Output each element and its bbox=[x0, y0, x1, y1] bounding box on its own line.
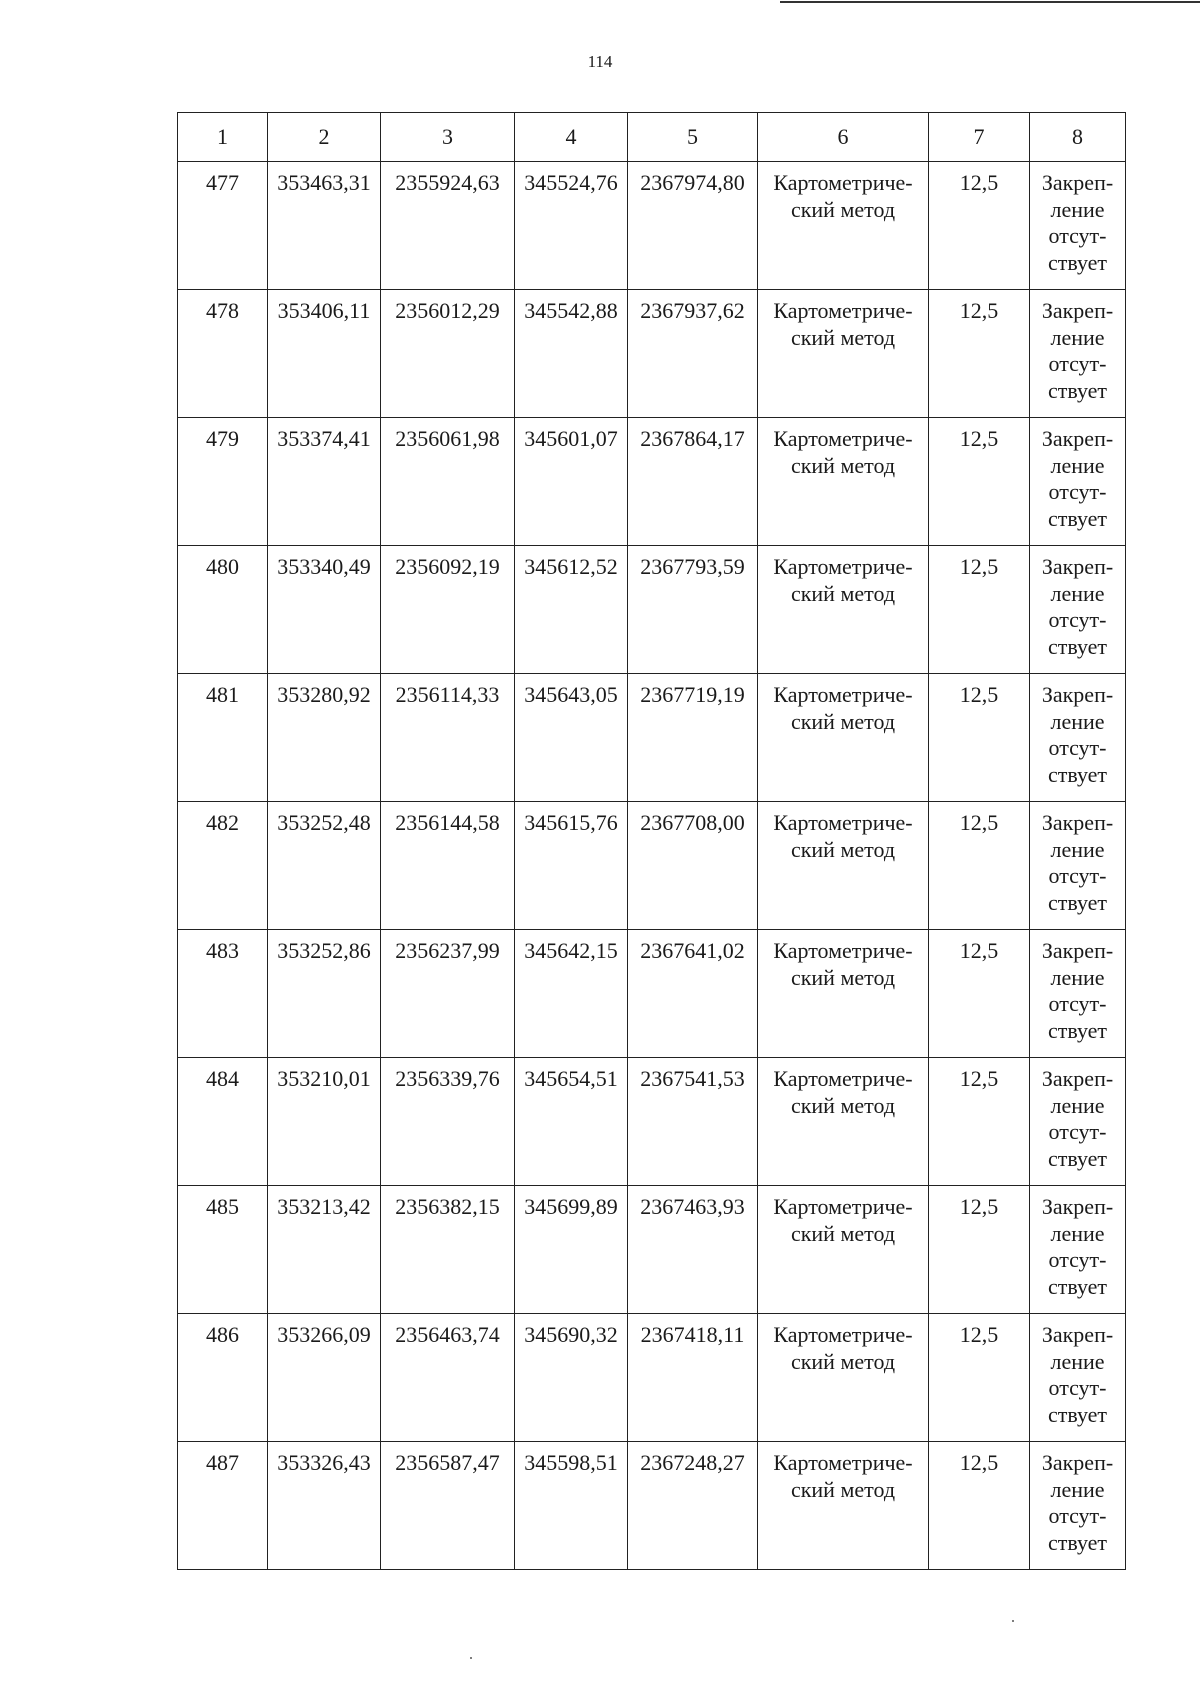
y2-cell: 2367864,17 bbox=[628, 418, 758, 546]
x2-cell: 345598,51 bbox=[515, 1442, 628, 1570]
x2-cell: 345643,05 bbox=[515, 674, 628, 802]
point-number-cell: 479 bbox=[178, 418, 268, 546]
x1-cell: 353252,86 bbox=[268, 930, 381, 1058]
x2-cell: 345542,88 bbox=[515, 290, 628, 418]
column-header: 4 bbox=[515, 113, 628, 162]
y2-cell: 2367708,00 bbox=[628, 802, 758, 930]
table-row bbox=[178, 290, 1126, 418]
column-header: 8 bbox=[1030, 113, 1126, 162]
method-cell: Картометриче- ский метод bbox=[758, 1442, 929, 1570]
x1-cell: 353280,92 bbox=[268, 674, 381, 802]
method-cell: Картометриче- ский метод bbox=[758, 162, 929, 290]
y1-cell: 2356092,19 bbox=[381, 546, 515, 674]
fixing-cell: Закреп- ление отсут- ствует bbox=[1030, 1058, 1126, 1186]
accuracy-cell: 12,5 bbox=[929, 802, 1030, 930]
y1-cell: 2356237,99 bbox=[381, 930, 515, 1058]
x2-cell: 345690,32 bbox=[515, 1314, 628, 1442]
point-number-cell: 478 bbox=[178, 290, 268, 418]
y2-cell: 2367719,19 bbox=[628, 674, 758, 802]
point-number-cell: 483 bbox=[178, 930, 268, 1058]
accuracy-cell: 12,5 bbox=[929, 930, 1030, 1058]
x1-cell: 353463,31 bbox=[268, 162, 381, 290]
table-row bbox=[178, 1186, 1126, 1314]
method-cell: Картометриче- ский метод bbox=[758, 674, 929, 802]
table-row bbox=[178, 1314, 1126, 1442]
accuracy-cell: 12,5 bbox=[929, 1314, 1030, 1442]
table-row bbox=[178, 802, 1126, 930]
accuracy-cell: 12,5 bbox=[929, 290, 1030, 418]
method-cell: Картометриче- ский метод bbox=[758, 290, 929, 418]
column-header: 2 bbox=[268, 113, 381, 162]
y1-cell: 2356061,98 bbox=[381, 418, 515, 546]
y1-cell: 2356012,29 bbox=[381, 290, 515, 418]
y1-cell: 2356114,33 bbox=[381, 674, 515, 802]
y1-cell: 2356463,74 bbox=[381, 1314, 515, 1442]
method-cell: Картометриче- ский метод bbox=[758, 418, 929, 546]
y2-cell: 2367463,93 bbox=[628, 1186, 758, 1314]
table-row bbox=[178, 930, 1126, 1058]
x1-cell: 353374,41 bbox=[268, 418, 381, 546]
y1-cell: 2356144,58 bbox=[381, 802, 515, 930]
y1-cell: 2356339,76 bbox=[381, 1058, 515, 1186]
y1-cell: 2356587,47 bbox=[381, 1442, 515, 1570]
y2-cell: 2367793,59 bbox=[628, 546, 758, 674]
point-number-cell: 477 bbox=[178, 162, 268, 290]
fixing-cell: Закреп- ление отсут- ствует bbox=[1030, 930, 1126, 1058]
method-cell: Картометриче- ский метод bbox=[758, 1058, 929, 1186]
y2-cell: 2367541,53 bbox=[628, 1058, 758, 1186]
accuracy-cell: 12,5 bbox=[929, 1186, 1030, 1314]
accuracy-cell: 12,5 bbox=[929, 1442, 1030, 1570]
method-cell: Картометриче- ский метод bbox=[758, 802, 929, 930]
y2-cell: 2367641,02 bbox=[628, 930, 758, 1058]
header-row bbox=[178, 113, 1126, 162]
y2-cell: 2367418,11 bbox=[628, 1314, 758, 1442]
table-row bbox=[178, 1442, 1126, 1570]
accuracy-cell: 12,5 bbox=[929, 418, 1030, 546]
accuracy-cell: 12,5 bbox=[929, 1058, 1030, 1186]
x2-cell: 345642,15 bbox=[515, 930, 628, 1058]
x1-cell: 353252,48 bbox=[268, 802, 381, 930]
table-row bbox=[178, 1058, 1126, 1186]
table-row bbox=[178, 418, 1126, 546]
scan-speck bbox=[1012, 1620, 1014, 1622]
x2-cell: 345654,51 bbox=[515, 1058, 628, 1186]
x2-cell: 345601,07 bbox=[515, 418, 628, 546]
y2-cell: 2367937,62 bbox=[628, 290, 758, 418]
page-number: 114 bbox=[587, 52, 613, 71]
y2-cell: 2367248,27 bbox=[628, 1442, 758, 1570]
y1-cell: 2355924,63 bbox=[381, 162, 515, 290]
column-header: 1 bbox=[178, 113, 268, 162]
fixing-cell: Закреп- ление отсут- ствует bbox=[1030, 802, 1126, 930]
table-body bbox=[178, 162, 1126, 1570]
column-header: 6 bbox=[758, 113, 929, 162]
x1-cell: 353210,01 bbox=[268, 1058, 381, 1186]
fixing-cell: Закреп- ление отсут- ствует bbox=[1030, 290, 1126, 418]
y1-cell: 2356382,15 bbox=[381, 1186, 515, 1314]
accuracy-cell: 12,5 bbox=[929, 674, 1030, 802]
point-number-cell: 486 bbox=[178, 1314, 268, 1442]
fixing-cell: Закреп- ление отсут- ствует bbox=[1030, 546, 1126, 674]
table-row bbox=[178, 546, 1126, 674]
table-row bbox=[178, 162, 1126, 290]
point-number-cell: 481 bbox=[178, 674, 268, 802]
fixing-cell: Закреп- ление отсут- ствует bbox=[1030, 1186, 1126, 1314]
method-cell: Картометриче- ский метод bbox=[758, 1186, 929, 1314]
column-header: 5 bbox=[628, 113, 758, 162]
x1-cell: 353266,09 bbox=[268, 1314, 381, 1442]
point-number-cell: 485 bbox=[178, 1186, 268, 1314]
accuracy-cell: 12,5 bbox=[929, 546, 1030, 674]
fixing-cell: Закреп- ление отсут- ствует bbox=[1030, 1442, 1126, 1570]
fixing-cell: Закреп- ление отсут- ствует bbox=[1030, 1314, 1126, 1442]
x1-cell: 353326,43 bbox=[268, 1442, 381, 1570]
method-cell: Картометриче- ский метод bbox=[758, 1314, 929, 1442]
point-number-cell: 487 bbox=[178, 1442, 268, 1570]
fixing-cell: Закреп- ление отсут- ствует bbox=[1030, 418, 1126, 546]
fixing-cell: Закреп- ление отсут- ствует bbox=[1030, 674, 1126, 802]
accuracy-cell: 12,5 bbox=[929, 162, 1030, 290]
method-cell: Картометриче- ский метод bbox=[758, 546, 929, 674]
x2-cell: 345615,76 bbox=[515, 802, 628, 930]
document-sheet bbox=[177, 112, 1125, 1570]
x1-cell: 353406,11 bbox=[268, 290, 381, 418]
method-cell: Картометриче- ский метод bbox=[758, 930, 929, 1058]
column-header: 7 bbox=[929, 113, 1030, 162]
y2-cell: 2367974,80 bbox=[628, 162, 758, 290]
table-row bbox=[178, 674, 1126, 802]
x1-cell: 353213,42 bbox=[268, 1186, 381, 1314]
column-header: 3 bbox=[381, 113, 515, 162]
x1-cell: 353340,49 bbox=[268, 546, 381, 674]
point-number-cell: 480 bbox=[178, 546, 268, 674]
x2-cell: 345699,89 bbox=[515, 1186, 628, 1314]
point-number-cell: 482 bbox=[178, 802, 268, 930]
scan-speck bbox=[470, 1657, 472, 1659]
scan-edge-line bbox=[780, 1, 1200, 3]
x2-cell: 345524,76 bbox=[515, 162, 628, 290]
fixing-cell: Закреп- ление отсут- ствует bbox=[1030, 162, 1126, 290]
x2-cell: 345612,52 bbox=[515, 546, 628, 674]
coordinates-table bbox=[177, 112, 1126, 1570]
point-number-cell: 484 bbox=[178, 1058, 268, 1186]
